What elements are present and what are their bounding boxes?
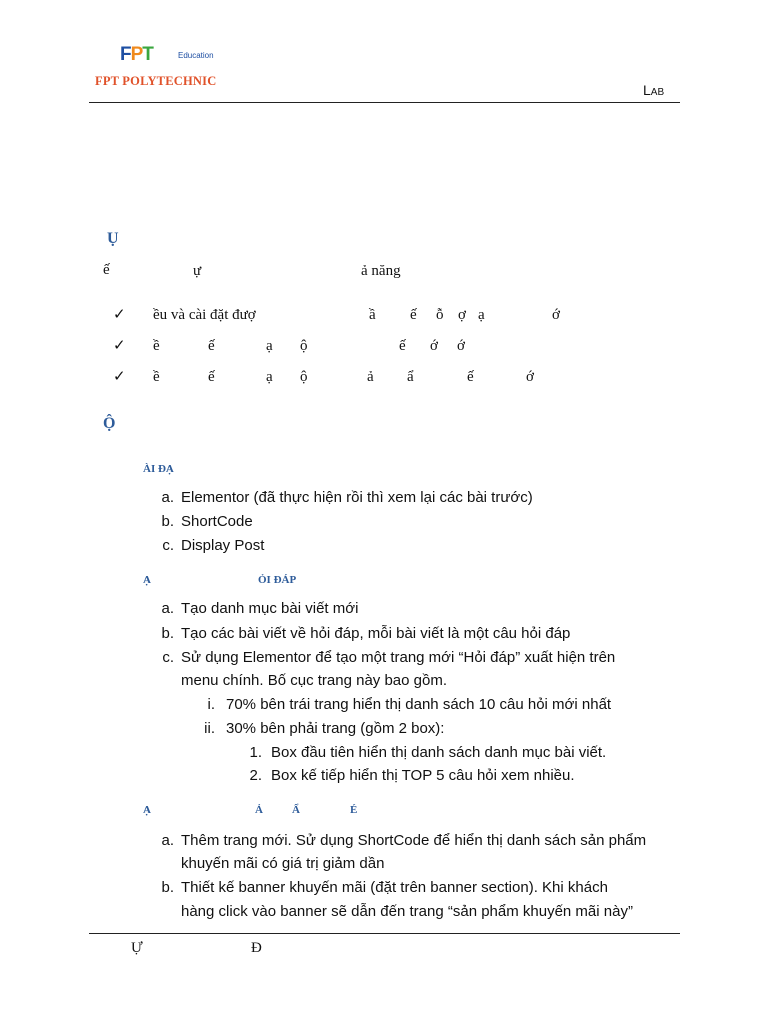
title-fragment: Ả xyxy=(255,804,263,816)
list-marker: 1. xyxy=(249,744,262,761)
logo-subtitle: Education xyxy=(178,51,214,60)
list-item: 70% bên trái trang hiển thị danh sách 10 câu hỏi mới nhất xyxy=(226,696,612,713)
list-marker: ii. xyxy=(204,720,215,737)
check-fragment: ớ xyxy=(526,369,534,385)
check-fragment: ế xyxy=(399,338,406,354)
list-item: 30% bên phải trang (gồm 2 box): xyxy=(226,720,445,737)
title-fragment: Ạ xyxy=(143,574,151,586)
list-marker: b. xyxy=(161,513,174,530)
list-item: Sử dụng Elementor để tạo một trang mới “Hỏi đáp” xuất hiện trên xyxy=(181,649,616,666)
intro-fragment: ự xyxy=(193,263,202,279)
fpt-logo-mark: FPT xyxy=(120,44,153,65)
fpt-education-logo xyxy=(120,44,230,70)
footer-fragment: Đ xyxy=(251,940,262,956)
footer-divider xyxy=(89,933,680,934)
checkmark-icon: ✓ xyxy=(113,337,126,354)
check-fragment: ế xyxy=(208,338,215,354)
list-marker: b. xyxy=(161,879,174,896)
header-divider xyxy=(89,102,680,103)
check-fragment: ộ xyxy=(300,369,308,385)
check-fragment: ạ xyxy=(266,369,273,385)
list-item-continuation: hàng click vào banner sẽ dẫn đến trang “sản phẩm khuyến mãi này” xyxy=(181,903,633,920)
list-marker: c. xyxy=(162,537,174,554)
check-fragment: ẩ xyxy=(407,369,414,385)
intro-fragment: ả năng xyxy=(361,263,401,279)
check-fragment: ớ xyxy=(457,338,465,354)
list-marker: c. xyxy=(162,649,174,666)
check-fragment: ều và cài đặt đượ xyxy=(153,307,256,323)
footer-fragment: Ự xyxy=(131,940,143,956)
list-item: Box kế tiếp hiển thị TOP 5 câu hỏi xem nhiều. xyxy=(271,767,575,784)
check-fragment: ả xyxy=(367,369,374,385)
title-fragment: Ẩ xyxy=(292,804,300,816)
content-heading: Ộ xyxy=(103,415,116,432)
list-marker: b. xyxy=(161,625,174,642)
header-lab-label: Lab xyxy=(643,82,665,98)
list-item: Tạo danh mục bài viết mới xyxy=(181,600,359,617)
org-name: FPT POLYTECHNIC xyxy=(95,74,217,88)
check-fragment: ộ xyxy=(300,338,308,354)
check-fragment: ế xyxy=(467,369,474,385)
list-item-continuation: khuyến mãi có giá trị giảm dần xyxy=(181,855,385,872)
check-fragment: ạ xyxy=(478,307,485,323)
objectives-heading: Ụ xyxy=(107,230,119,247)
list-item: Thiết kế banner khuyến mãi (đặt trên banner section). Khi khách xyxy=(181,879,608,896)
list-item: Box đầu tiên hiển thị danh sách danh mục bài viết. xyxy=(271,744,607,761)
check-fragment: ề xyxy=(153,369,160,385)
part1-title: ÀI ĐẠ xyxy=(143,463,174,475)
list-marker: a. xyxy=(161,600,174,617)
check-fragment: ỗ xyxy=(436,307,444,323)
check-fragment: ế xyxy=(208,369,215,385)
check-fragment: ợ xyxy=(458,307,466,323)
list-item-continuation: menu chính. Bố cục trang này bao gồm. xyxy=(181,672,447,689)
list-item: Display Post xyxy=(181,537,265,554)
checkmark-icon: ✓ xyxy=(113,306,126,323)
list-item: Thêm trang mới. Sử dụng ShortCode để hiển thị danh sách sản phẩm xyxy=(181,832,647,849)
check-fragment: ề xyxy=(153,338,160,354)
intro-fragment: ế xyxy=(103,262,110,278)
check-fragment: ầ xyxy=(369,307,376,323)
list-marker: 2. xyxy=(249,767,262,784)
title-fragment: Ạ xyxy=(143,804,151,816)
list-item: Elementor (đã thực hiện rồi thì xem lại các bài trước) xyxy=(181,489,533,506)
checkmark-icon: ✓ xyxy=(113,368,126,385)
check-fragment: ạ xyxy=(266,338,273,354)
list-marker: a. xyxy=(161,489,174,506)
check-fragment: ế xyxy=(410,307,417,323)
title-fragment: É xyxy=(350,804,358,816)
list-item: ShortCode xyxy=(181,513,253,530)
title-fragment: ỎI ĐÁP xyxy=(258,574,297,586)
check-fragment: ớ xyxy=(430,338,438,354)
check-fragment: ớ xyxy=(552,307,560,323)
list-item: Tạo các bài viết về hỏi đáp, mỗi bài viết là một câu hỏi đáp xyxy=(181,625,571,642)
list-marker: i. xyxy=(207,696,215,713)
list-marker: a. xyxy=(161,832,174,849)
